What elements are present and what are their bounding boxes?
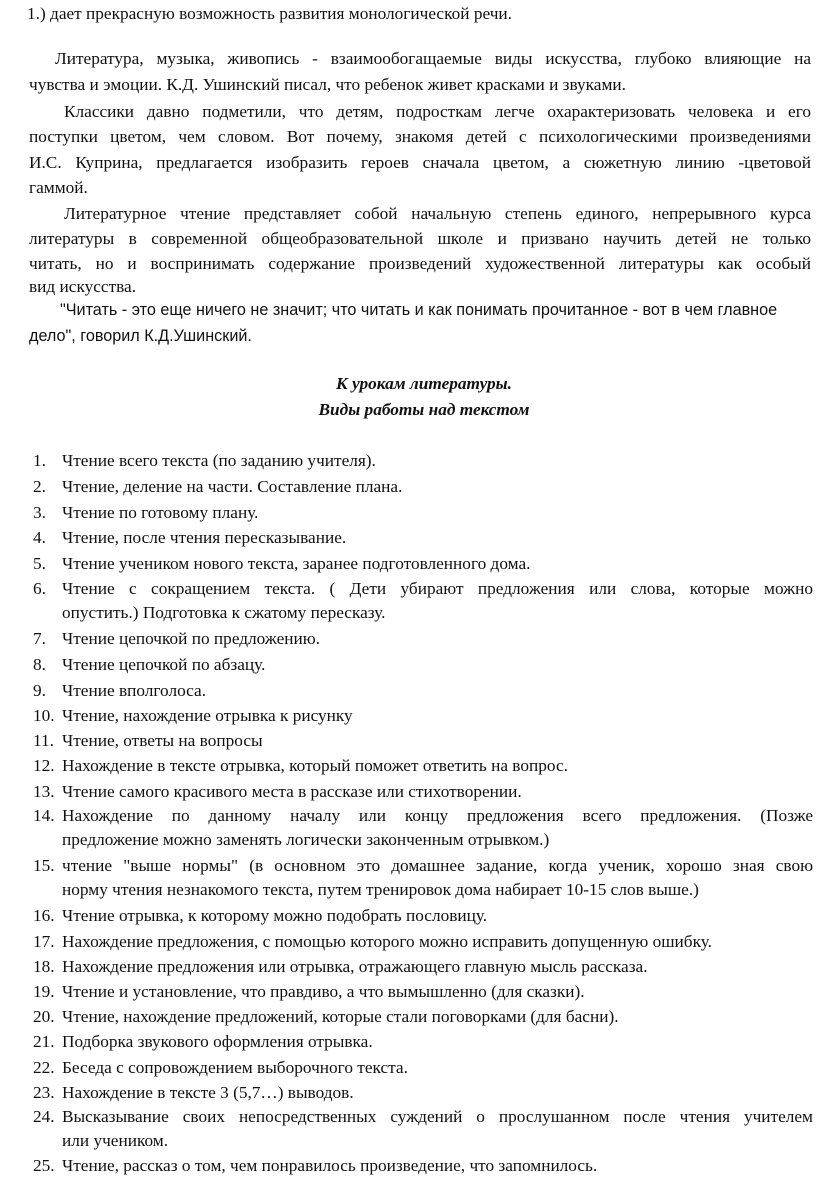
paragraph-3-line-2: литературы в современной общеобразовательной школе и призвано научить детей не только xyxy=(29,229,811,248)
paragraph-1-line-2: чувства и эмоции. К.Д. Ушинский писал, что ребенок живет красками и звуками. xyxy=(29,75,626,94)
paragraph-3-line-3: читать, но и воспринимать содержание произведений художественной литературы как особый xyxy=(29,254,811,273)
paragraph-2-line-3: И.С. Куприна, предлагается изобразить героев сначала цветом, а сюжетную линию -цветовой xyxy=(29,153,811,172)
paragraph-1-line-1: Литература, музыка, живопись - взаимообогащаемые виды искусства, глубоко влияющие на xyxy=(55,49,811,68)
paragraph-2-line-1: Классики давно подметили, что детям, подросткам легче охарактеризовать человека и его xyxy=(64,102,811,121)
paragraph-2-line-2: поступки цветом, чем словом. Вот почему, знакомя детей с психологическими произведениями xyxy=(29,127,811,146)
section-heading-line-1: К урокам литературы. xyxy=(336,374,512,393)
paragraph-3-line-4: вид искусства. xyxy=(29,277,137,296)
top-line: 1.) дает прекрасную возможность развития монологической речи. xyxy=(27,4,512,23)
section-heading-line-2: Виды работы над текстом xyxy=(318,400,530,419)
quote-line-1: "Читать - это еще ничего не значит; что читать и как понимать прочитанное - вот в чем главное xyxy=(60,301,778,319)
quote-line-2: дело", говорил К.Д.Ушинский. xyxy=(29,327,252,345)
paragraph-3-line-1: Литературное чтение представляет собой начальную степень единого, непрерывного курса xyxy=(64,204,811,223)
paragraph-2-line-4: гаммой. xyxy=(29,178,88,197)
document-page: 1.) дает прекрасную возможность развития монологической речи. Литература, музыка, живопись - взаимообогащаемые виды искусства, глубоко влияющие на чувства и эмоции. К.Д. Ушинский писал, что ребенок живет красками и звуками. Классики давно подметили, что детям, подросткам легче охарактеризовать человека и его поступки цветом, чем словом. Вот почему, знакомя детей с психологическими произведениями И.С. Куприна, предлагается изобразить героев сначала цветом, а сюжетную линию -цветовой гаммой. Литературное чтение представляет собой начальную степень единого, непрерывного курса литературы в современной общеобразовательной школе и призвано научить детей не только читать, но и воспринимать содержание произведений художественной литературы как особый вид искусства. "Читать - это еще ничего не значит; что читать и как понимать прочитанное - вот в чем главное дело", говорил К.Д.Ушинский. К урокам литературы. Виды работы над текстом 1. Чтение всего текста (по заданию учителя). 2. Чтение, деление на части. Составление плана. 3. Чтение по готовому плану. 4. Чтение, после чтения пересказывание. 5. Чтение учеником нового текста, заранее подготовленного дома. 6. Чтение с сокращением текста. ( Дети убирают предложения или слова, которые можно опустить.) Подготовка к сжатому пересказу. 7. Чтение цепочкой по предложению. 8. Чтение цепочкой по абзацу. 9. Чтение вполголоса. 10. Чтение, нахождение отрывка к рисунку 11. Чтение, ответы на вопросы 12. Нахождение в тексте отрывка, который поможет ответить на вопрос. 13. Чтение самого красивого места в рассказе или стихотворении. 14. Нахождение по данному началу или концу предложения всего предложения. (Позже предложение можно заменять логически законченным отрывком.) 15. чтение "выше нормы" (в основном это домашнее задание, когда ученик, хорошо зная свою норму чтения незнакомого текста, путем тренировок дома набирает 10-15 слов выше.) 16. Чтение отрывка, к которому можно подобрать пословицу. 17. Нахождение предложения, с помощью которого можно исправить допущенную ошибку. 18. Нахождение предложения или отрывка, отражающего главную мысль рассказа. 19. Чтение и установление, что правдиво, а что вымышленно (для сказки). 20. Чтение, нахождение предложений, которые стали поговорками (для басни). 21. Подборка звукового оформления отрывка. 22. Беседа с сопровождением выборочного текста. 23. Нахождение в тексте 3 (5,7…) выводов. 24. Высказывание своих непосредственных суждений о прослушанном после чтения учителем или учеником. 25. Чтение, рассказ о том, чем понравилось произведение, что запомнилось. xyxy=(0,0,816,1182)
